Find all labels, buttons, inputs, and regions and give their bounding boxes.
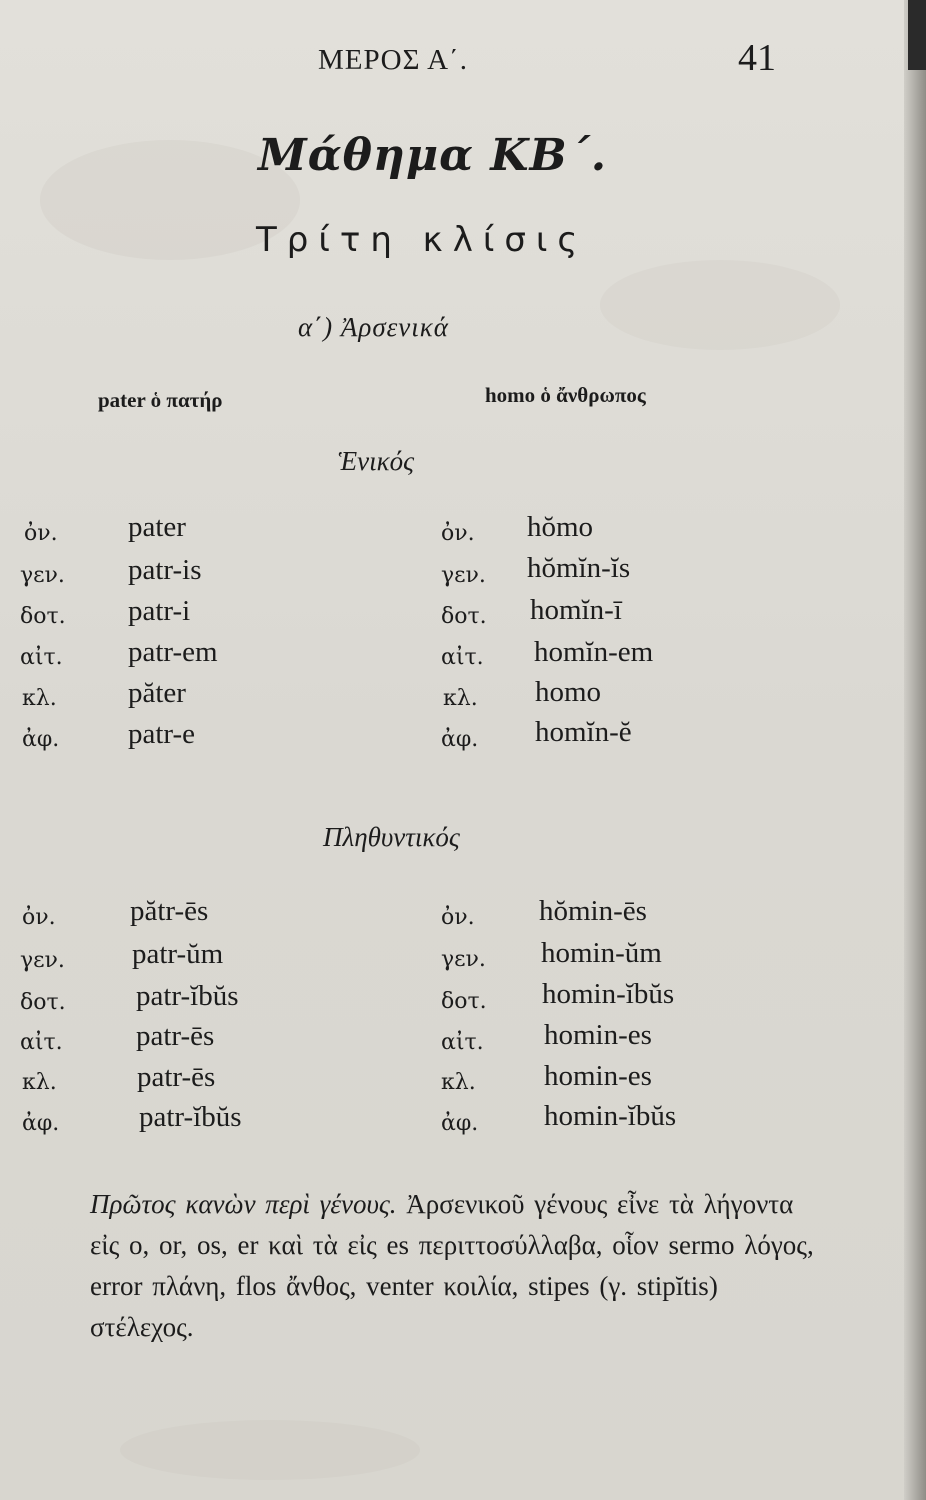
declension-form: hŏmo [527, 511, 594, 543]
case-label: ἀφ. [22, 727, 60, 752]
case-label: ὀν. [441, 905, 475, 930]
case-label: κλ. [22, 686, 57, 711]
case-label: αἰτ. [20, 1030, 63, 1055]
singular-heading: Ἑνικός [338, 446, 415, 476]
declension-form: patr-ēs [136, 1020, 215, 1052]
declension-form: patr-i [128, 595, 191, 627]
declension-form: patr-is [128, 554, 202, 586]
case-label: γεν. [441, 947, 486, 972]
case-label: αἰτ. [441, 1030, 484, 1055]
rule-text: Ἀρσενικοῦ γένους εἶνε τὰ λήγοντα εἰς o, or, os, er καὶ τὰ εἰς es περιττοσύλλαβα, οἷον sermo λόγος, error πλάνη, flos ἄνθος, venter κοιλία, stipes (γ. stipĭtis) στέλεχος. [90, 1189, 814, 1342]
example-pater: pater ὁ πατήρ [98, 388, 223, 412]
case-label: αἰτ. [20, 645, 63, 670]
case-label: αἰτ. [441, 645, 484, 670]
case-label: ἀφ. [22, 1111, 60, 1136]
declension-form: patr-em [128, 636, 218, 668]
declension-form: homin-es [544, 1019, 652, 1051]
case-label: δοτ. [20, 990, 66, 1015]
gender-rule-paragraph [90, 1184, 830, 1348]
declension-form: homĭn-ī [530, 594, 622, 626]
case-label: ὀν. [22, 905, 56, 930]
case-label: ἀφ. [441, 727, 479, 752]
case-label: γεν. [441, 563, 486, 588]
declension-form: hŏmĭn-ĭs [527, 552, 631, 584]
declension-form: pătr-ēs [130, 895, 209, 927]
subsection-title: α΄) Ἀρσενικά [298, 312, 449, 342]
page-number: 41 [738, 37, 776, 79]
case-label: ὀν. [24, 521, 58, 546]
declension-form: homin-ĭbŭs [544, 1100, 677, 1132]
plural-heading: Πληθυντικός [323, 822, 460, 852]
section-title: Τρίτη κλίσις [256, 220, 588, 260]
declension-form: patr-ĭbŭs [136, 980, 239, 1012]
case-label: δοτ. [441, 604, 487, 629]
case-label: κλ. [443, 686, 478, 711]
case-label: δοτ. [441, 989, 487, 1014]
example-homo: homo ὁ ἄνθρωπος [485, 383, 646, 407]
page-edge-shadow [904, 0, 926, 1500]
case-label: κλ. [22, 1070, 57, 1095]
declension-form: patr-e [128, 718, 196, 750]
running-head: ΜΕΡΟΣ Α΄. [318, 44, 468, 76]
lesson-title: Μάθημα ΚΒ΄. [258, 130, 608, 181]
declension-form: homĭn-ĕ [535, 716, 632, 748]
case-label: γεν. [20, 948, 65, 973]
case-label: ἀφ. [441, 1111, 479, 1136]
rule-heading: Πρῶτος κανὼν περὶ γένους. [90, 1189, 397, 1219]
case-label: κλ. [441, 1070, 476, 1095]
case-label: δοτ. [20, 604, 66, 629]
paper-stain [600, 260, 840, 350]
declension-form: homĭn-em [534, 636, 654, 668]
declension-form: homin-ŭm [541, 937, 662, 969]
declension-form: pater [128, 511, 186, 543]
declension-form: homin-es [544, 1060, 652, 1092]
paper-stain [120, 1420, 420, 1480]
declension-form: patr-ēs [137, 1061, 216, 1093]
case-label: ὀν. [441, 521, 475, 546]
declension-form: homo [535, 676, 602, 708]
declension-form: homin-ĭbŭs [542, 978, 675, 1010]
declension-form: hŏmin-ēs [539, 895, 647, 927]
case-label: γεν. [20, 563, 65, 588]
scan-corner-mark [908, 0, 926, 70]
declension-form: patr-ŭm [132, 938, 224, 970]
declension-form: patr-ĭbŭs [139, 1101, 242, 1133]
declension-form: păter [128, 677, 186, 709]
